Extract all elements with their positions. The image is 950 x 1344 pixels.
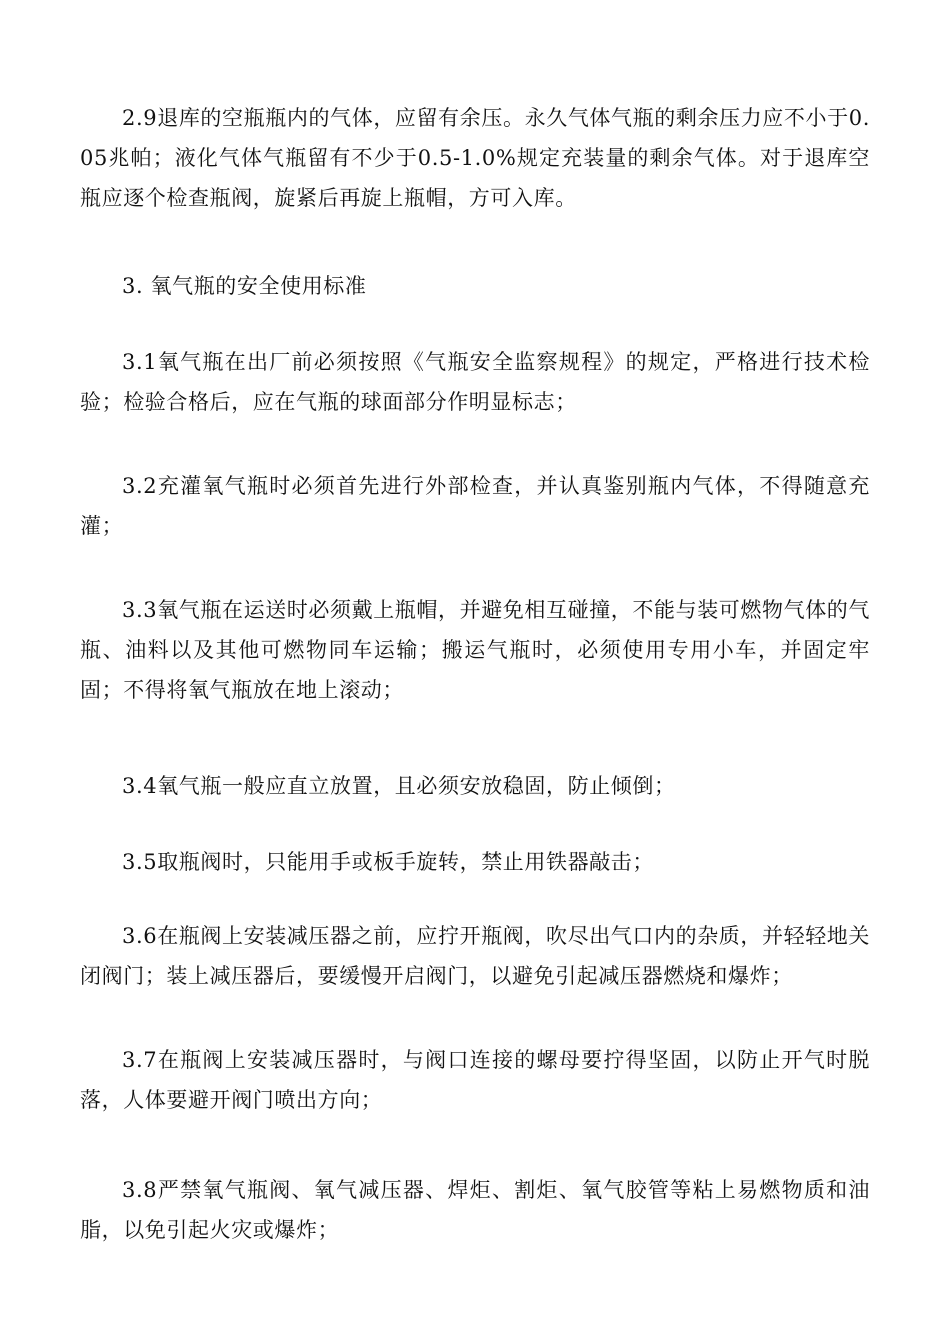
paragraph-3-1: 3.1氧气瓶在出厂前必须按照《气瓶安全监察规程》的规定，严格进行技术检验；检验合格后，应在气瓶的球面部分作明显标志； — [80, 350, 870, 414]
paragraph-3-3: 3.3氧气瓶在运送时必须戴上瓶帽，并避免相互碰撞，不能与装可燃物气体的气瓶、油料以及其他可燃物同车运输；搬运气瓶时，必须使用专用小车，并固定牢固；不得将氧气瓶放在地上滚动； — [80, 598, 870, 702]
paragraph-3-4: 3.4氧气瓶一般应直立放置，且必须安放稳固，防止倾倒； — [122, 774, 676, 798]
section-heading-3: 3. 氧气瓶的安全使用标准 — [122, 274, 367, 298]
paragraph-3-5: 3.5取瓶阀时，只能用手或板手旋转，禁止用铁器敲击； — [122, 850, 654, 874]
paragraph-2-9: 2.9退库的空瓶瓶内的气体，应留有余压。永久气体气瓶的剩余压力应不小于0.05兆帕；液化气体气瓶留有不少于0.5-1.0%规定充装量的剩余气体。对于退库空瓶应逐个检查瓶阀，旋紧后再旋上瓶帽，方可入库。 — [80, 106, 870, 210]
paragraph-3-7: 3.7在瓶阀上安装减压器时，与阀口连接的螺母要拧得坚固，以防止开气时脱落，人体要避开阀门喷出方向； — [80, 1048, 870, 1112]
paragraph-3-2: 3.2充灌氧气瓶时必须首先进行外部检查，并认真鉴别瓶内气体，不得随意充灌； — [80, 474, 870, 538]
paragraph-3-6: 3.6在瓶阀上安装减压器之前，应拧开瓶阀，吹尽出气口内的杂质，并轻轻地关闭阀门；装上减压器后，要缓慢开启阀门，以避免引起减压器燃烧和爆炸； — [80, 924, 870, 988]
paragraph-3-8: 3.8严禁氧气瓶阀、氧气减压器、焊炬、割炬、氧气胶管等粘上易燃物质和油脂，以免引起火灾或爆炸； — [80, 1178, 870, 1242]
